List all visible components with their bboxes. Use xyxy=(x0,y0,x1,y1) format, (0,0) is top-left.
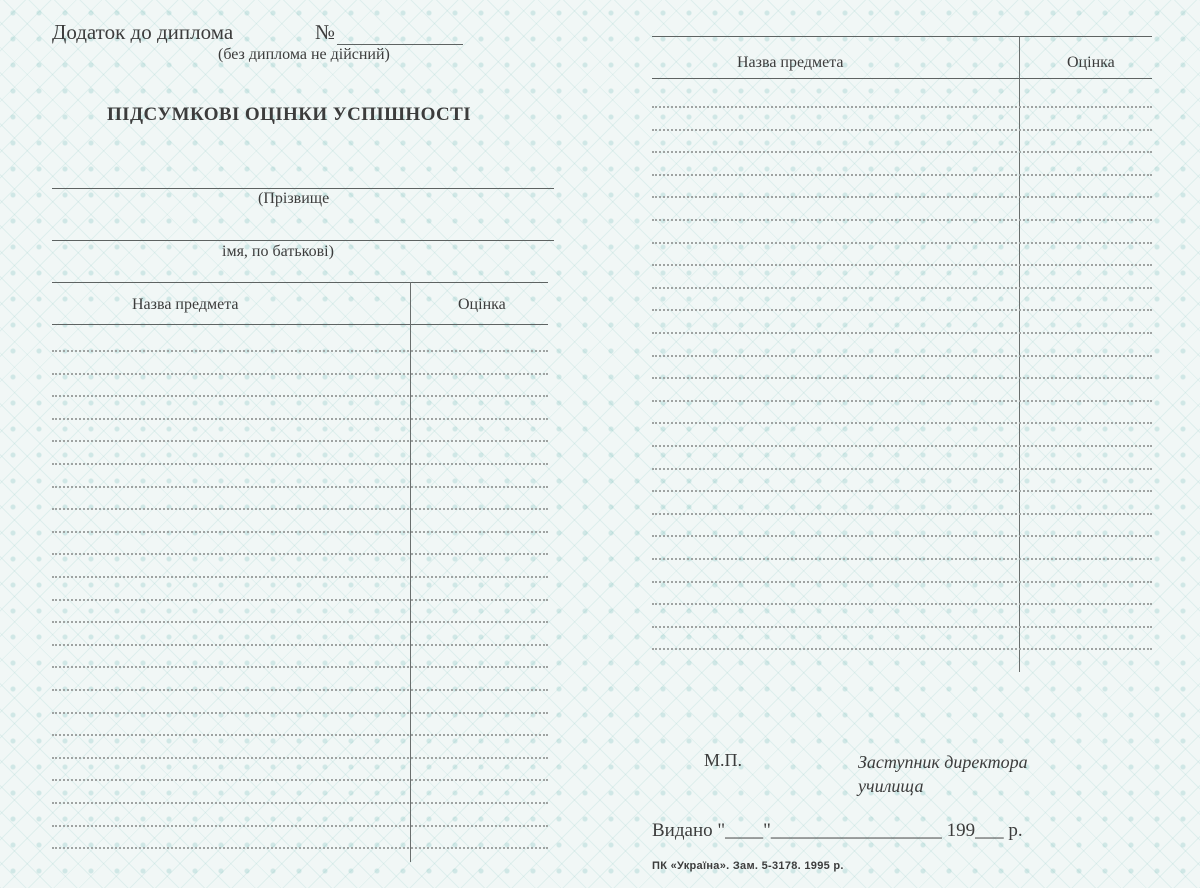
validity-note: (без диплома не дійсний) xyxy=(218,46,390,63)
right-grade-row[interactable] xyxy=(652,174,1152,176)
left-table-top-rule xyxy=(52,282,548,283)
left-grade-row[interactable] xyxy=(52,576,548,578)
right-grade-row[interactable] xyxy=(652,309,1152,311)
signatory-title xyxy=(858,750,1028,798)
left-grade-row[interactable] xyxy=(52,373,548,375)
right-grade-row[interactable] xyxy=(652,129,1152,131)
right-grade-row[interactable] xyxy=(652,264,1152,266)
document-title: ПІДСУМКОВІ ОЦІНКИ УСПІШНОСТІ xyxy=(107,104,472,125)
right-grade-row[interactable] xyxy=(652,535,1152,537)
left-grade-row[interactable] xyxy=(52,779,548,781)
left-grade-row[interactable] xyxy=(52,621,548,623)
right-grade-row[interactable] xyxy=(652,219,1152,221)
right-grade-column-header: Оцінка xyxy=(1067,54,1115,71)
left-grade-row[interactable] xyxy=(52,553,548,555)
right-grade-row[interactable] xyxy=(652,513,1152,515)
surname-caption: (Прізвище xyxy=(258,190,330,207)
left-grade-row[interactable] xyxy=(52,734,548,736)
left-grade-row[interactable] xyxy=(52,418,548,420)
left-grade-row[interactable] xyxy=(52,666,548,668)
right-grade-row[interactable] xyxy=(652,648,1152,650)
left-grade-row[interactable] xyxy=(52,644,548,646)
appendix-label: Додаток до диплома xyxy=(52,20,234,44)
right-grade-row[interactable] xyxy=(652,422,1152,424)
left-grade-row[interactable] xyxy=(52,757,548,759)
right-grade-row[interactable] xyxy=(652,287,1152,289)
given-names-field[interactable] xyxy=(52,240,554,241)
right-table-top-rule xyxy=(652,36,1152,37)
right-subject-column-header: Назва предмета xyxy=(737,54,844,71)
left-grade-row[interactable] xyxy=(52,486,548,488)
left-grade-row[interactable] xyxy=(52,395,548,397)
left-grade-row[interactable] xyxy=(52,463,548,465)
left-grade-column-header: Оцінка xyxy=(458,296,506,313)
surname-field[interactable] xyxy=(52,188,554,189)
diploma-number-field[interactable] xyxy=(337,44,463,45)
left-grade-row[interactable] xyxy=(52,599,548,601)
right-grade-row[interactable] xyxy=(652,242,1152,244)
right-grade-row[interactable] xyxy=(652,626,1152,628)
right-grade-row[interactable] xyxy=(652,603,1152,605)
left-grade-row[interactable] xyxy=(52,440,548,442)
right-grade-row[interactable] xyxy=(652,581,1152,583)
right-grade-row[interactable] xyxy=(652,377,1152,379)
right-grade-row[interactable] xyxy=(652,151,1152,153)
left-grade-row[interactable] xyxy=(52,802,548,804)
left-grade-row[interactable] xyxy=(52,847,548,849)
issued-date-line[interactable]: Видано "____"__________________ 199___ р. xyxy=(652,820,1023,841)
diploma-number-label: № xyxy=(315,20,336,44)
right-grade-row[interactable] xyxy=(652,558,1152,560)
left-grade-row[interactable] xyxy=(52,712,548,714)
left-subject-column-header: Назва предмета xyxy=(132,296,239,313)
signatory-line-2: училища xyxy=(858,776,924,796)
left-grade-row[interactable] xyxy=(52,508,548,510)
left-grade-row[interactable] xyxy=(52,350,548,352)
left-table-column-divider xyxy=(410,282,411,862)
seal-placeholder-label: М.П. xyxy=(704,750,743,770)
right-table-header-rule xyxy=(652,78,1152,79)
right-grade-row[interactable] xyxy=(652,490,1152,492)
left-table-header-rule xyxy=(52,324,548,325)
right-grade-row[interactable] xyxy=(652,400,1152,402)
right-grade-row[interactable] xyxy=(652,332,1152,334)
right-grade-row[interactable] xyxy=(652,355,1152,357)
left-grade-row[interactable] xyxy=(52,531,548,533)
right-grade-row[interactable] xyxy=(652,106,1152,108)
right-grade-row[interactable] xyxy=(652,196,1152,198)
printer-imprint: ПК «Україна». Зам. 5-3178. 1995 р. xyxy=(652,860,844,872)
left-grade-row[interactable] xyxy=(52,825,548,827)
signatory-line-1: Заступник директора xyxy=(858,752,1028,772)
left-grade-row[interactable] xyxy=(52,689,548,691)
given-names-caption: імя, по батькові) xyxy=(222,243,334,260)
right-grade-row[interactable] xyxy=(652,468,1152,470)
right-grade-row[interactable] xyxy=(652,445,1152,447)
